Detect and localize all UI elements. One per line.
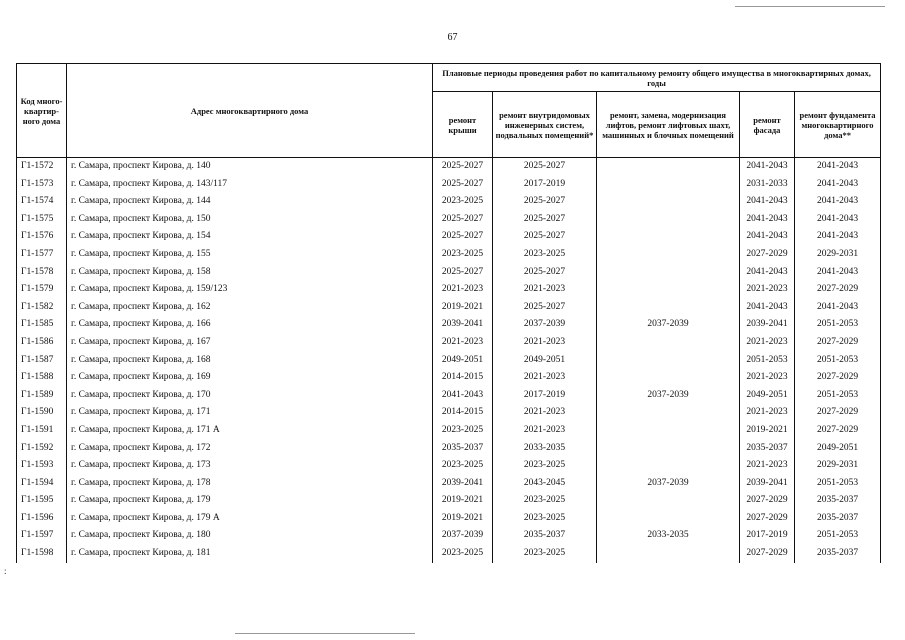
table-row bbox=[17, 457, 881, 475]
cell-address: г. Самара, проспект Кирова, д. 159/123 bbox=[67, 281, 433, 299]
cell-facade: 2021-2023 bbox=[740, 404, 795, 422]
cell-roof: 2041-2043 bbox=[433, 387, 493, 405]
header-elevator: ремонт, замена, модернизация лифтов, ремонт лифтовых шахт, машинных и блочных помещений bbox=[597, 92, 740, 158]
cell-internal: 2017-2019 bbox=[493, 176, 597, 194]
cell-elevator bbox=[597, 228, 740, 246]
cell-foundation: 2027-2029 bbox=[795, 422, 881, 440]
cell-foundation: 2049-2051 bbox=[795, 440, 881, 458]
margin-mark: : bbox=[4, 566, 7, 576]
cell-internal: 2017-2019 bbox=[493, 387, 597, 405]
cell-address: г. Самара, проспект Кирова, д. 154 bbox=[67, 228, 433, 246]
cell-facade: 2021-2023 bbox=[740, 334, 795, 352]
cell-facade: 2041-2043 bbox=[740, 211, 795, 229]
cell-foundation: 2041-2043 bbox=[795, 264, 881, 282]
cell-foundation: 2051-2053 bbox=[795, 475, 881, 493]
cell-elevator bbox=[597, 457, 740, 475]
cell-elevator bbox=[597, 352, 740, 370]
cell-roof: 2021-2023 bbox=[433, 281, 493, 299]
table-row bbox=[17, 211, 881, 229]
cell-address: г. Самара, проспект Кирова, д. 143/117 bbox=[67, 176, 433, 194]
cell-facade: 2027-2029 bbox=[740, 545, 795, 563]
cell-address: г. Самара, проспект Кирова, д. 178 bbox=[67, 475, 433, 493]
cell-roof: 2025-2027 bbox=[433, 264, 493, 282]
cell-internal: 2025-2027 bbox=[493, 158, 597, 176]
cell-address: г. Самара, проспект Кирова, д. 155 bbox=[67, 246, 433, 264]
cell-code: Г1-1573 bbox=[17, 176, 67, 194]
header-foundation: ремонт фундамента многоквартирного дома** bbox=[795, 92, 881, 158]
cell-elevator bbox=[597, 176, 740, 194]
cell-facade: 2041-2043 bbox=[740, 158, 795, 176]
cell-address: г. Самара, проспект Кирова, д. 168 bbox=[67, 352, 433, 370]
cell-roof: 2023-2025 bbox=[433, 545, 493, 563]
cell-roof: 2039-2041 bbox=[433, 475, 493, 493]
cell-internal: 2021-2023 bbox=[493, 281, 597, 299]
table-row bbox=[17, 369, 881, 387]
cell-facade: 2031-2033 bbox=[740, 176, 795, 194]
cell-foundation: 2029-2031 bbox=[795, 457, 881, 475]
cell-foundation: 2041-2043 bbox=[795, 211, 881, 229]
cell-foundation: 2035-2037 bbox=[795, 492, 881, 510]
cell-internal: 2035-2037 bbox=[493, 527, 597, 545]
cell-facade: 2027-2029 bbox=[740, 510, 795, 528]
cell-address: г. Самара, проспект Кирова, д. 169 bbox=[67, 369, 433, 387]
cell-internal: 2025-2027 bbox=[493, 193, 597, 211]
table-row bbox=[17, 387, 881, 405]
cell-roof: 2037-2039 bbox=[433, 527, 493, 545]
cell-code: Г1-1574 bbox=[17, 193, 67, 211]
cell-elevator bbox=[597, 264, 740, 282]
cell-roof: 2025-2027 bbox=[433, 228, 493, 246]
cell-address: г. Самара, проспект Кирова, д. 162 bbox=[67, 299, 433, 317]
cell-foundation: 2041-2043 bbox=[795, 176, 881, 194]
cell-elevator bbox=[597, 281, 740, 299]
cell-roof: 2039-2041 bbox=[433, 316, 493, 334]
cell-roof: 2049-2051 bbox=[433, 352, 493, 370]
cell-foundation: 2027-2029 bbox=[795, 404, 881, 422]
cell-code: Г1-1579 bbox=[17, 281, 67, 299]
cell-facade: 2027-2029 bbox=[740, 246, 795, 264]
cell-foundation: 2035-2037 bbox=[795, 510, 881, 528]
table-row bbox=[17, 475, 881, 493]
table-row bbox=[17, 334, 881, 352]
table-row bbox=[17, 158, 881, 176]
cell-facade: 2021-2023 bbox=[740, 457, 795, 475]
table-row bbox=[17, 193, 881, 211]
cell-roof: 2014-2015 bbox=[433, 369, 493, 387]
cell-roof: 2019-2021 bbox=[433, 492, 493, 510]
table-row bbox=[17, 527, 881, 545]
cell-roof: 2023-2025 bbox=[433, 193, 493, 211]
cell-internal: 2043-2045 bbox=[493, 475, 597, 493]
cell-elevator bbox=[597, 369, 740, 387]
cell-elevator bbox=[597, 510, 740, 528]
table-row bbox=[17, 228, 881, 246]
cell-address: г. Самара, проспект Кирова, д. 173 bbox=[67, 457, 433, 475]
cell-address: г. Самара, проспект Кирова, д. 180 bbox=[67, 527, 433, 545]
cell-code: Г1-1589 bbox=[17, 387, 67, 405]
cell-roof: 2025-2027 bbox=[433, 211, 493, 229]
cell-address: г. Самара, проспект Кирова, д. 181 bbox=[67, 545, 433, 563]
cell-foundation: 2051-2053 bbox=[795, 352, 881, 370]
cell-address: г. Самара, проспект Кирова, д. 171 А bbox=[67, 422, 433, 440]
cell-elevator: 2037-2039 bbox=[597, 475, 740, 493]
cell-elevator bbox=[597, 246, 740, 264]
scan-artifact-top bbox=[735, 6, 885, 7]
cell-facade: 2019-2021 bbox=[740, 422, 795, 440]
header-code: Код много-квартир-ного дома bbox=[17, 64, 67, 158]
cell-foundation: 2051-2053 bbox=[795, 316, 881, 334]
cell-roof: 2019-2021 bbox=[433, 299, 493, 317]
cell-facade: 2017-2019 bbox=[740, 527, 795, 545]
cell-facade: 2051-2053 bbox=[740, 352, 795, 370]
cell-elevator bbox=[597, 193, 740, 211]
cell-facade: 2021-2023 bbox=[740, 281, 795, 299]
cell-elevator bbox=[597, 422, 740, 440]
cell-address: г. Самара, проспект Кирова, д. 170 bbox=[67, 387, 433, 405]
cell-code: Г1-1598 bbox=[17, 545, 67, 563]
cell-facade: 2027-2029 bbox=[740, 492, 795, 510]
page-number: 67 bbox=[447, 32, 458, 43]
cell-elevator: 2033-2035 bbox=[597, 527, 740, 545]
cell-code: Г1-1588 bbox=[17, 369, 67, 387]
cell-internal: 2025-2027 bbox=[493, 228, 597, 246]
cell-code: Г1-1578 bbox=[17, 264, 67, 282]
cell-elevator bbox=[597, 440, 740, 458]
table-body bbox=[17, 158, 881, 563]
header-facade: ремонт фасада bbox=[740, 92, 795, 158]
cell-facade: 2039-2041 bbox=[740, 316, 795, 334]
cell-roof: 2019-2021 bbox=[433, 510, 493, 528]
cell-code: Г1-1592 bbox=[17, 440, 67, 458]
cell-internal: 2021-2023 bbox=[493, 369, 597, 387]
cell-code: Г1-1576 bbox=[17, 228, 67, 246]
cell-elevator bbox=[597, 545, 740, 563]
cell-code: Г1-1593 bbox=[17, 457, 67, 475]
cell-roof: 2023-2025 bbox=[433, 246, 493, 264]
cell-facade: 2041-2043 bbox=[740, 264, 795, 282]
cell-facade: 2039-2041 bbox=[740, 475, 795, 493]
cell-internal: 2023-2025 bbox=[493, 545, 597, 563]
capital-repair-table bbox=[16, 63, 881, 563]
cell-address: г. Самара, проспект Кирова, д. 171 bbox=[67, 404, 433, 422]
cell-foundation: 2051-2053 bbox=[795, 387, 881, 405]
table-header bbox=[17, 64, 881, 158]
header-internal-systems: ремонт внутридомовых инженерных систем, подвальных помещений* bbox=[493, 92, 597, 158]
cell-facade: 2035-2037 bbox=[740, 440, 795, 458]
cell-elevator bbox=[597, 299, 740, 317]
cell-internal: 2025-2027 bbox=[493, 299, 597, 317]
cell-internal: 2021-2023 bbox=[493, 422, 597, 440]
cell-roof: 2025-2027 bbox=[433, 158, 493, 176]
cell-code: Г1-1591 bbox=[17, 422, 67, 440]
cell-facade: 2049-2051 bbox=[740, 387, 795, 405]
cell-internal: 2025-2027 bbox=[493, 211, 597, 229]
cell-code: Г1-1575 bbox=[17, 211, 67, 229]
cell-internal: 2033-2035 bbox=[493, 440, 597, 458]
cell-address: г. Самара, проспект Кирова, д. 179 bbox=[67, 492, 433, 510]
cell-code: Г1-1595 bbox=[17, 492, 67, 510]
cell-internal: 2023-2025 bbox=[493, 492, 597, 510]
cell-roof: 2014-2015 bbox=[433, 404, 493, 422]
cell-internal: 2023-2025 bbox=[493, 510, 597, 528]
cell-foundation: 2027-2029 bbox=[795, 369, 881, 387]
cell-internal: 2037-2039 bbox=[493, 316, 597, 334]
cell-foundation: 2027-2029 bbox=[795, 334, 881, 352]
cell-elevator bbox=[597, 211, 740, 229]
cell-roof: 2021-2023 bbox=[433, 334, 493, 352]
table-row bbox=[17, 281, 881, 299]
header-address: Адрес многоквартирного дома bbox=[67, 64, 433, 158]
table-row bbox=[17, 264, 881, 282]
cell-code: Г1-1585 bbox=[17, 316, 67, 334]
table-row bbox=[17, 352, 881, 370]
cell-internal: 2021-2023 bbox=[493, 334, 597, 352]
header-group: Плановые периоды проведения работ по капитальному ремонту общего имущества в многоквартирных домах, годы bbox=[433, 64, 881, 92]
header-roof: ремонт крыши bbox=[433, 92, 493, 158]
table-row bbox=[17, 299, 881, 317]
table-row bbox=[17, 316, 881, 334]
cell-roof: 2025-2027 bbox=[433, 176, 493, 194]
cell-code: Г1-1596 bbox=[17, 510, 67, 528]
table-row bbox=[17, 404, 881, 422]
table-row bbox=[17, 545, 881, 563]
cell-address: г. Самара, проспект Кирова, д. 179 А bbox=[67, 510, 433, 528]
cell-foundation: 2035-2037 bbox=[795, 545, 881, 563]
cell-internal: 2025-2027 bbox=[493, 264, 597, 282]
cell-internal: 2023-2025 bbox=[493, 246, 597, 264]
cell-code: Г1-1590 bbox=[17, 404, 67, 422]
cell-address: г. Самара, проспект Кирова, д. 158 bbox=[67, 264, 433, 282]
cell-foundation: 2041-2043 bbox=[795, 193, 881, 211]
cell-facade: 2041-2043 bbox=[740, 193, 795, 211]
table-row bbox=[17, 510, 881, 528]
cell-foundation: 2041-2043 bbox=[795, 228, 881, 246]
cell-facade: 2041-2043 bbox=[740, 299, 795, 317]
table-row bbox=[17, 176, 881, 194]
cell-elevator bbox=[597, 158, 740, 176]
cell-roof: 2035-2037 bbox=[433, 440, 493, 458]
cell-elevator bbox=[597, 492, 740, 510]
cell-code: Г1-1577 bbox=[17, 246, 67, 264]
cell-foundation: 2041-2043 bbox=[795, 299, 881, 317]
cell-internal: 2049-2051 bbox=[493, 352, 597, 370]
cell-foundation: 2029-2031 bbox=[795, 246, 881, 264]
cell-code: Г1-1594 bbox=[17, 475, 67, 493]
cell-code: Г1-1586 bbox=[17, 334, 67, 352]
cell-foundation: 2041-2043 bbox=[795, 158, 881, 176]
cell-elevator bbox=[597, 404, 740, 422]
cell-roof: 2023-2025 bbox=[433, 457, 493, 475]
cell-elevator: 2037-2039 bbox=[597, 316, 740, 334]
table-row bbox=[17, 440, 881, 458]
cell-code: Г1-1572 bbox=[17, 158, 67, 176]
cell-address: г. Самара, проспект Кирова, д. 167 bbox=[67, 334, 433, 352]
cell-foundation: 2051-2053 bbox=[795, 527, 881, 545]
cell-roof: 2023-2025 bbox=[433, 422, 493, 440]
cell-elevator: 2037-2039 bbox=[597, 387, 740, 405]
cell-address: г. Самара, проспект Кирова, д. 150 bbox=[67, 211, 433, 229]
cell-address: г. Самара, проспект Кирова, д. 140 bbox=[67, 158, 433, 176]
cell-internal: 2021-2023 bbox=[493, 404, 597, 422]
cell-facade: 2041-2043 bbox=[740, 228, 795, 246]
cell-code: Г1-1597 bbox=[17, 527, 67, 545]
cell-address: г. Самара, проспект Кирова, д. 172 bbox=[67, 440, 433, 458]
cell-address: г. Самара, проспект Кирова, д. 166 bbox=[67, 316, 433, 334]
cell-foundation: 2027-2029 bbox=[795, 281, 881, 299]
table-row bbox=[17, 492, 881, 510]
cell-code: Г1-1587 bbox=[17, 352, 67, 370]
cell-facade: 2021-2023 bbox=[740, 369, 795, 387]
cell-internal: 2023-2025 bbox=[493, 457, 597, 475]
scan-artifact-bottom bbox=[235, 633, 415, 634]
cell-code: Г1-1582 bbox=[17, 299, 67, 317]
cell-address: г. Самара, проспект Кирова, д. 144 bbox=[67, 193, 433, 211]
cell-elevator bbox=[597, 334, 740, 352]
table-row bbox=[17, 246, 881, 264]
table-row bbox=[17, 422, 881, 440]
